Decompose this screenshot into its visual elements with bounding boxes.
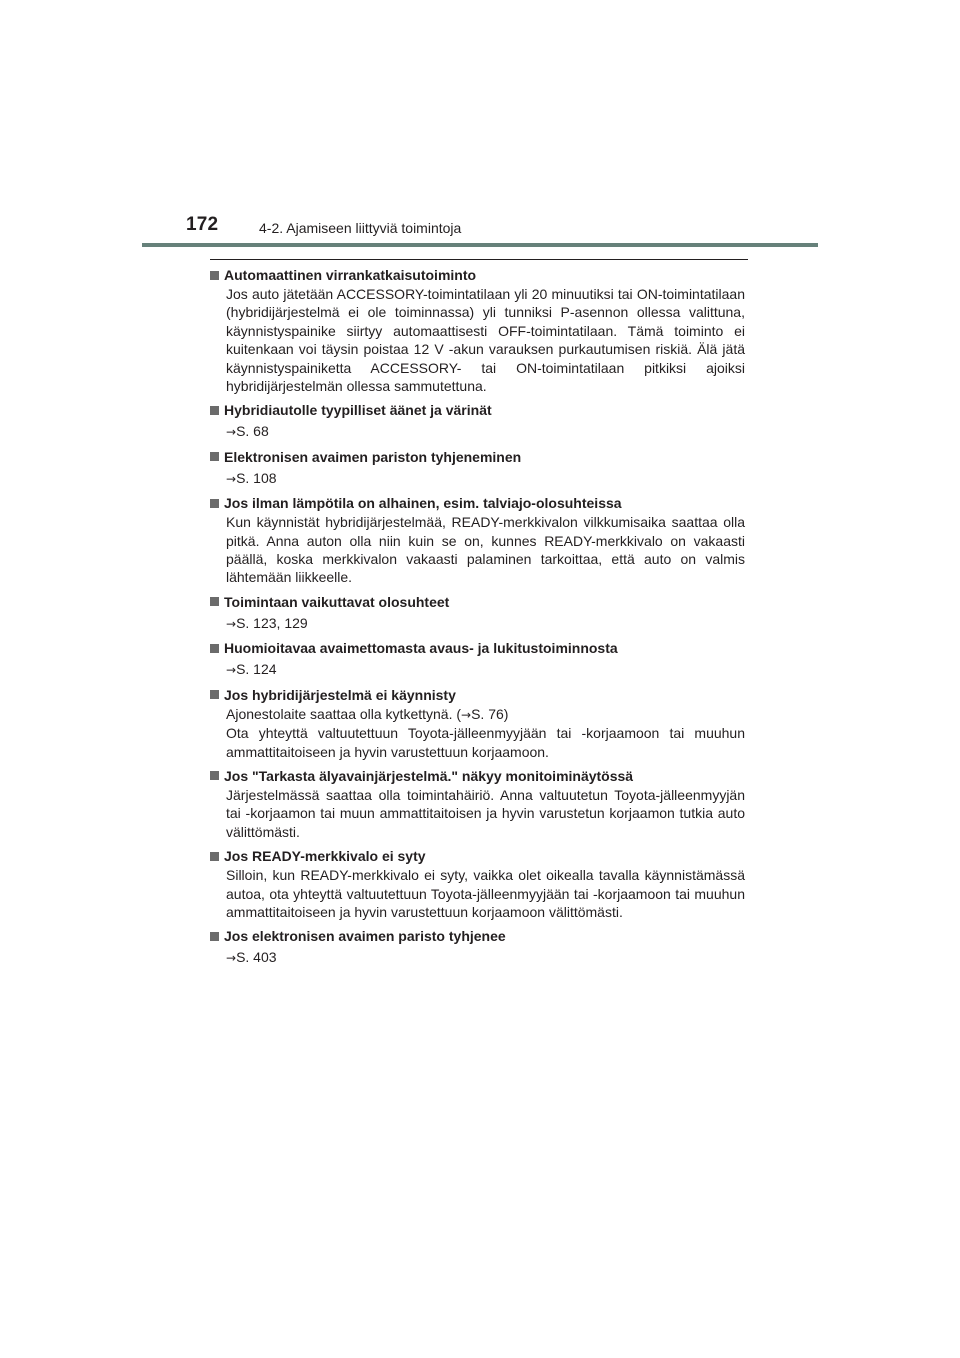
square-bullet-icon [210,852,219,861]
page-number: 172 [186,214,219,235]
content [210,266,745,974]
header-rule [142,243,818,247]
item-title: Jos "Tarkasta älyavainjärjestelmä." näkyy monitoiminäytössä [224,767,634,784]
page-reference[interactable]: →S. 68 [226,423,269,440]
list-item [210,448,745,488]
square-bullet-icon [210,644,219,653]
section-divider [210,259,748,260]
item-title: Jos READY-merkkivalo ei syty [224,848,426,865]
item-text: Kun käynnistät hybridijärjestelmää, READY-merkkivalon vilkkumisaika saattaa olla pitkä. Anna auton olla niin kuin se on, kunnes READY-merkkivalo on vakaasti päällä, koska merkkivalon vakaasti palaminen tarkoittaa, että auto on valmis lähtemään liikkeelle. [226,514,745,586]
item-title: Huomioitavaa avaimettomasta avaus- ja lukitustoiminnosta [224,640,618,657]
list-item [210,401,745,441]
arrow-right-icon: → [226,616,237,631]
page-reference[interactable]: →S. 108 [226,469,277,486]
list-item [210,639,745,679]
page-reference[interactable]: →S. 124 [226,661,277,678]
square-bullet-icon [210,499,219,508]
square-bullet-icon [210,271,219,280]
list-item [210,767,745,841]
square-bullet-icon [210,452,219,461]
square-bullet-icon [210,406,219,415]
page-reference[interactable]: →S. 403 [226,949,277,966]
arrow-right-icon: → [461,707,472,722]
item-text: Jos auto jätetään ACCESSORY-toimintatilaan yli 20 minuutiksi tai ON-toimintatilaan (hybridijärjestelmä ei ole toiminnassa) yli tunniksi P-asennon ollessa valittuna, käynnistyspainike siirtyy automaattisesti OFF-toimintatilaan. Tämä toiminto ei kuitenkaan voi täysin poistaa 12 V -akun varauksen purkautumisen riskiä. Älä jätä käynnistyspainiketta ACCESSORY- tai ON-toimintatilaan pitkiksi ajoiksi hybridijärjestelmän ollessa sammutettuna. [226,286,745,395]
square-bullet-icon [210,597,219,606]
page-reference[interactable]: S. 76) [471,705,509,722]
arrow-right-icon: → [226,425,237,440]
item-text: Silloin, kun READY-merkkivalo ei syty, vaikka olet oikealla tavalla käynnistämässä autoa, ota yhteyttä valtuutettuun Toyota-jälleenmyyjään tai -korjaamoon tai muuhun ammattitaitoiseen ja hyvin varustettuun korjaamoon välittömästi. [226,867,745,920]
item-title: Jos hybridijärjestelmä ei käynnisty [224,686,456,703]
arrow-right-icon: → [226,663,237,678]
square-bullet-icon [210,690,219,699]
list-item [210,266,745,395]
item-text: Ajonestolaite saattaa olla kytkettynä. (→S. 76) [226,705,509,722]
page-reference[interactable]: →S. 123, 129 [226,614,308,631]
list-item [210,494,745,587]
item-title: Jos ilman lämpötila on alhainen, esim. talviajo-olosuhteissa [224,495,622,512]
item-text: Järjestelmässä saattaa olla toimintahäiriö. Anna valtuutetun Toyota-jälleenmyyjän tai -korjaamon tai muun ammattitaitoisen ja hyvin varustetun korjaamon tutkia auto välittömästi. [226,786,745,840]
item-title: Hybridiautolle tyypilliset äänet ja värinät [224,402,492,419]
item-title: Jos elektronisen avaimen paristo tyhjenee [224,928,506,945]
square-bullet-icon [210,771,219,780]
item-title: Automaattinen virrankatkaisutoiminto [224,267,477,283]
list-item [210,686,745,761]
item-text: Ota yhteyttä valtuutettuun Toyota-jälleenmyyjään tai -korjaamoon tai muuhun ammattitaitoiseen ja hyvin varustettuun korjaamoon. [226,725,745,760]
arrow-right-icon: → [226,951,237,966]
item-title: Toimintaan vaikuttavat olosuhteet [224,593,450,610]
arrow-right-icon: → [226,471,237,486]
section-title: 4-2. Ajamiseen liittyviä toimintoja [259,220,462,236]
list-item [210,593,745,633]
square-bullet-icon [210,932,219,941]
list-item [210,927,745,967]
item-title: Elektronisen avaimen pariston tyhjeneminen [224,448,522,465]
list-item [210,847,745,921]
